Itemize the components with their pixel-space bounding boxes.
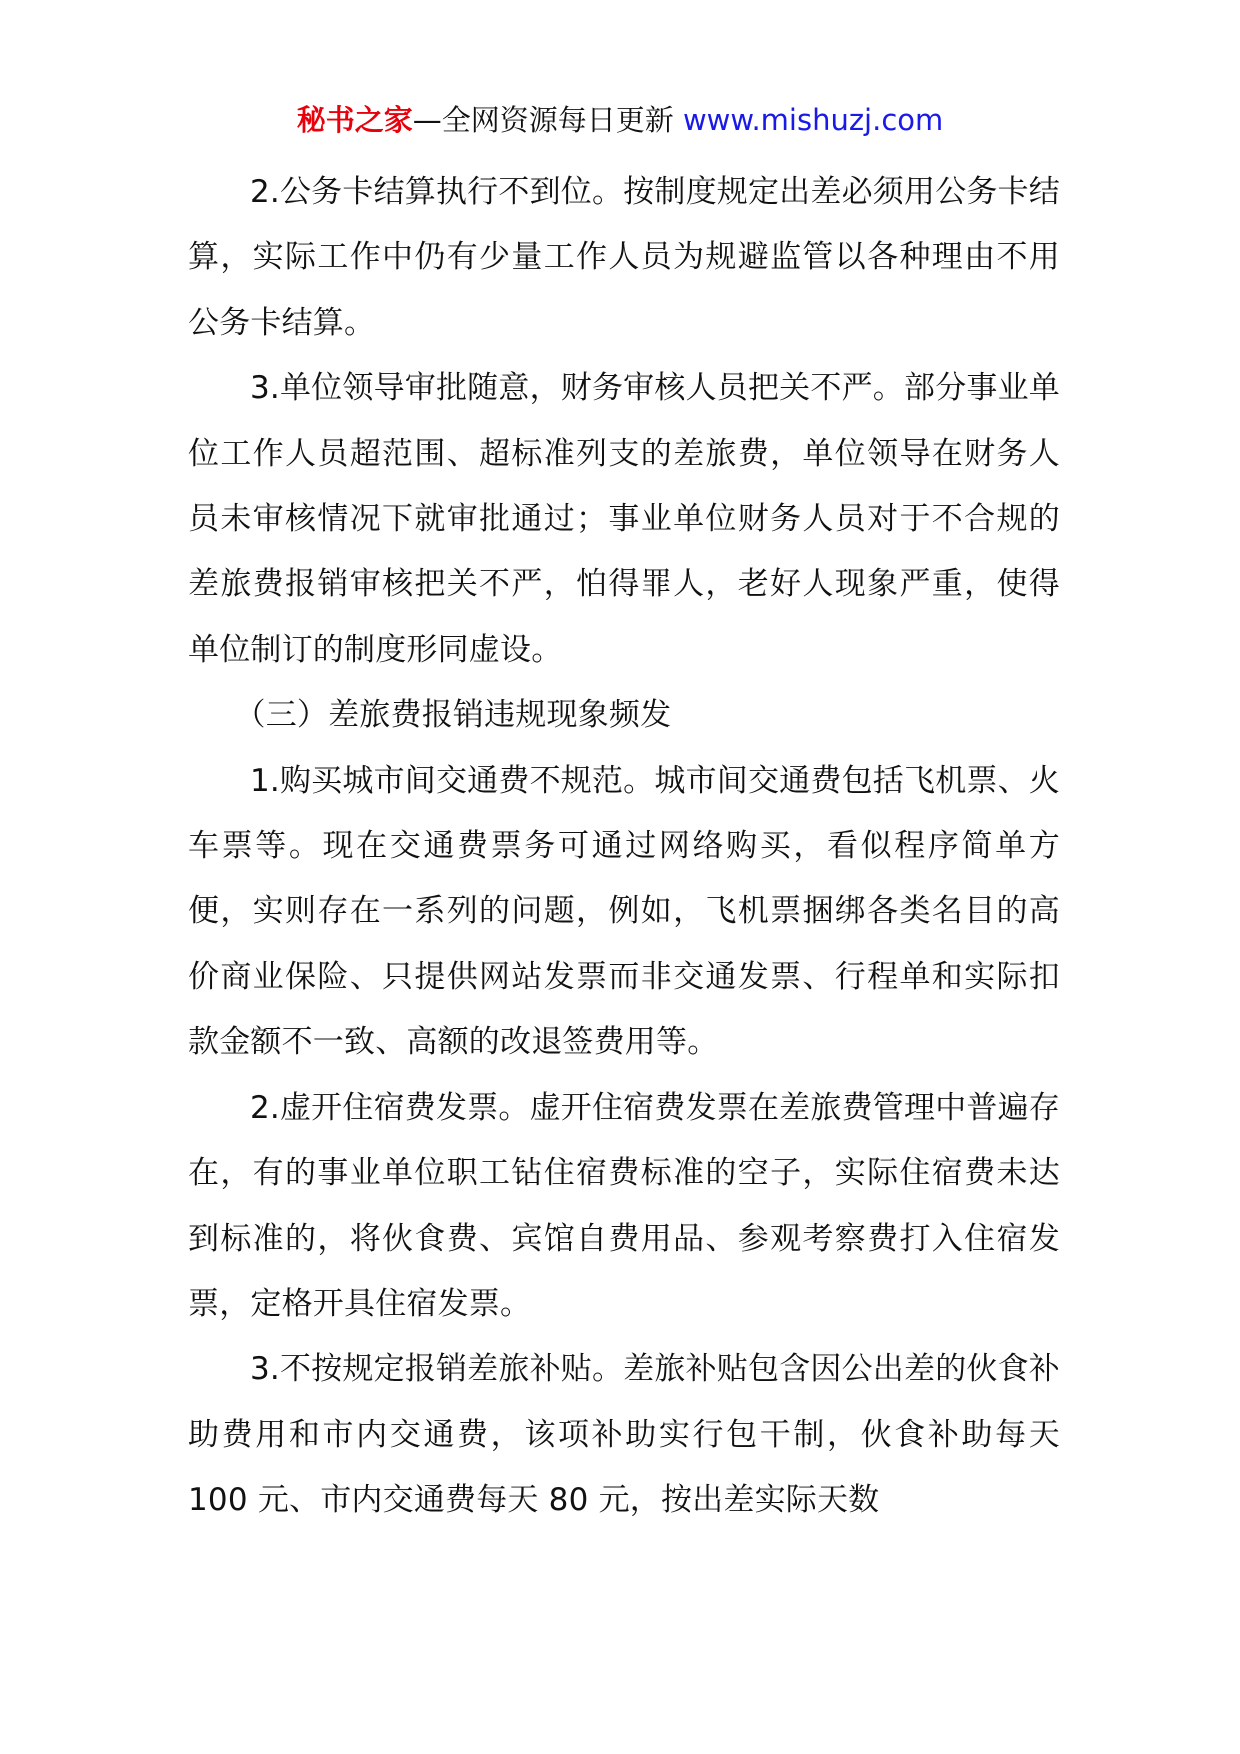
section-heading-violations: （三）差旅费报销违规现象频发 (234, 697, 672, 734)
site-tagline: —全网资源每日更新 (412, 103, 683, 137)
site-url-link[interactable]: www.mishuzj.com (682, 103, 944, 137)
document-body (188, 160, 1060, 1534)
site-brand: 秘书之家 (296, 103, 413, 137)
paragraph-travel-allowance: 3.不按规定报销差旅补贴。差旅补贴包含因公出差的伙食补助费用和市内交通费，该项补助实行包干制，伙食补助每天 100 元、市内交通费每天 80 元，按出差实际天数 (188, 1351, 1060, 1519)
paragraph-approval: 3.单位领导审批随意，财务审核人员把关不严。部分事业单位工作人员超范围、超标准列支的差旅费，单位领导在财务人员未审核情况下就审批通过；事业单位财务人员对于不合规的差旅费报销审核把关不严，怕得罪人，老好人现象严重，使得单位制订的制度形同虚设。 (188, 370, 1060, 668)
paragraph-accommodation-invoice: 2.虚开住宿费发票。虚开住宿费发票在差旅费管理中普遍存在，有的事业单位职工钻住宿费标准的空子，实际住宿费未达到标准的，将伙食费、宾馆自费用品、参观考察费打入住宿发票，定格开具住宿发票。 (188, 1089, 1060, 1322)
site-header (0, 100, 1240, 140)
paragraph-official-card: 2.公务卡结算执行不到位。按制度规定出差必须用公务卡结算，实际工作中仍有少量工作人员为规避监管以各种理由不用公务卡结算。 (188, 174, 1060, 341)
paragraph-transport-tickets: 1.购买城市间交通费不规范。城市间交通费包括飞机票、火车票等。现在交通费票务可通过网络购买，看似程序简单方便，实则存在一系列的问题，例如，飞机票捆绑各类名目的高价商业保险、只提供网站发票而非交通发票、行程单和实际扣款金额不一致、高额的改退签费用等。 (188, 762, 1060, 1061)
